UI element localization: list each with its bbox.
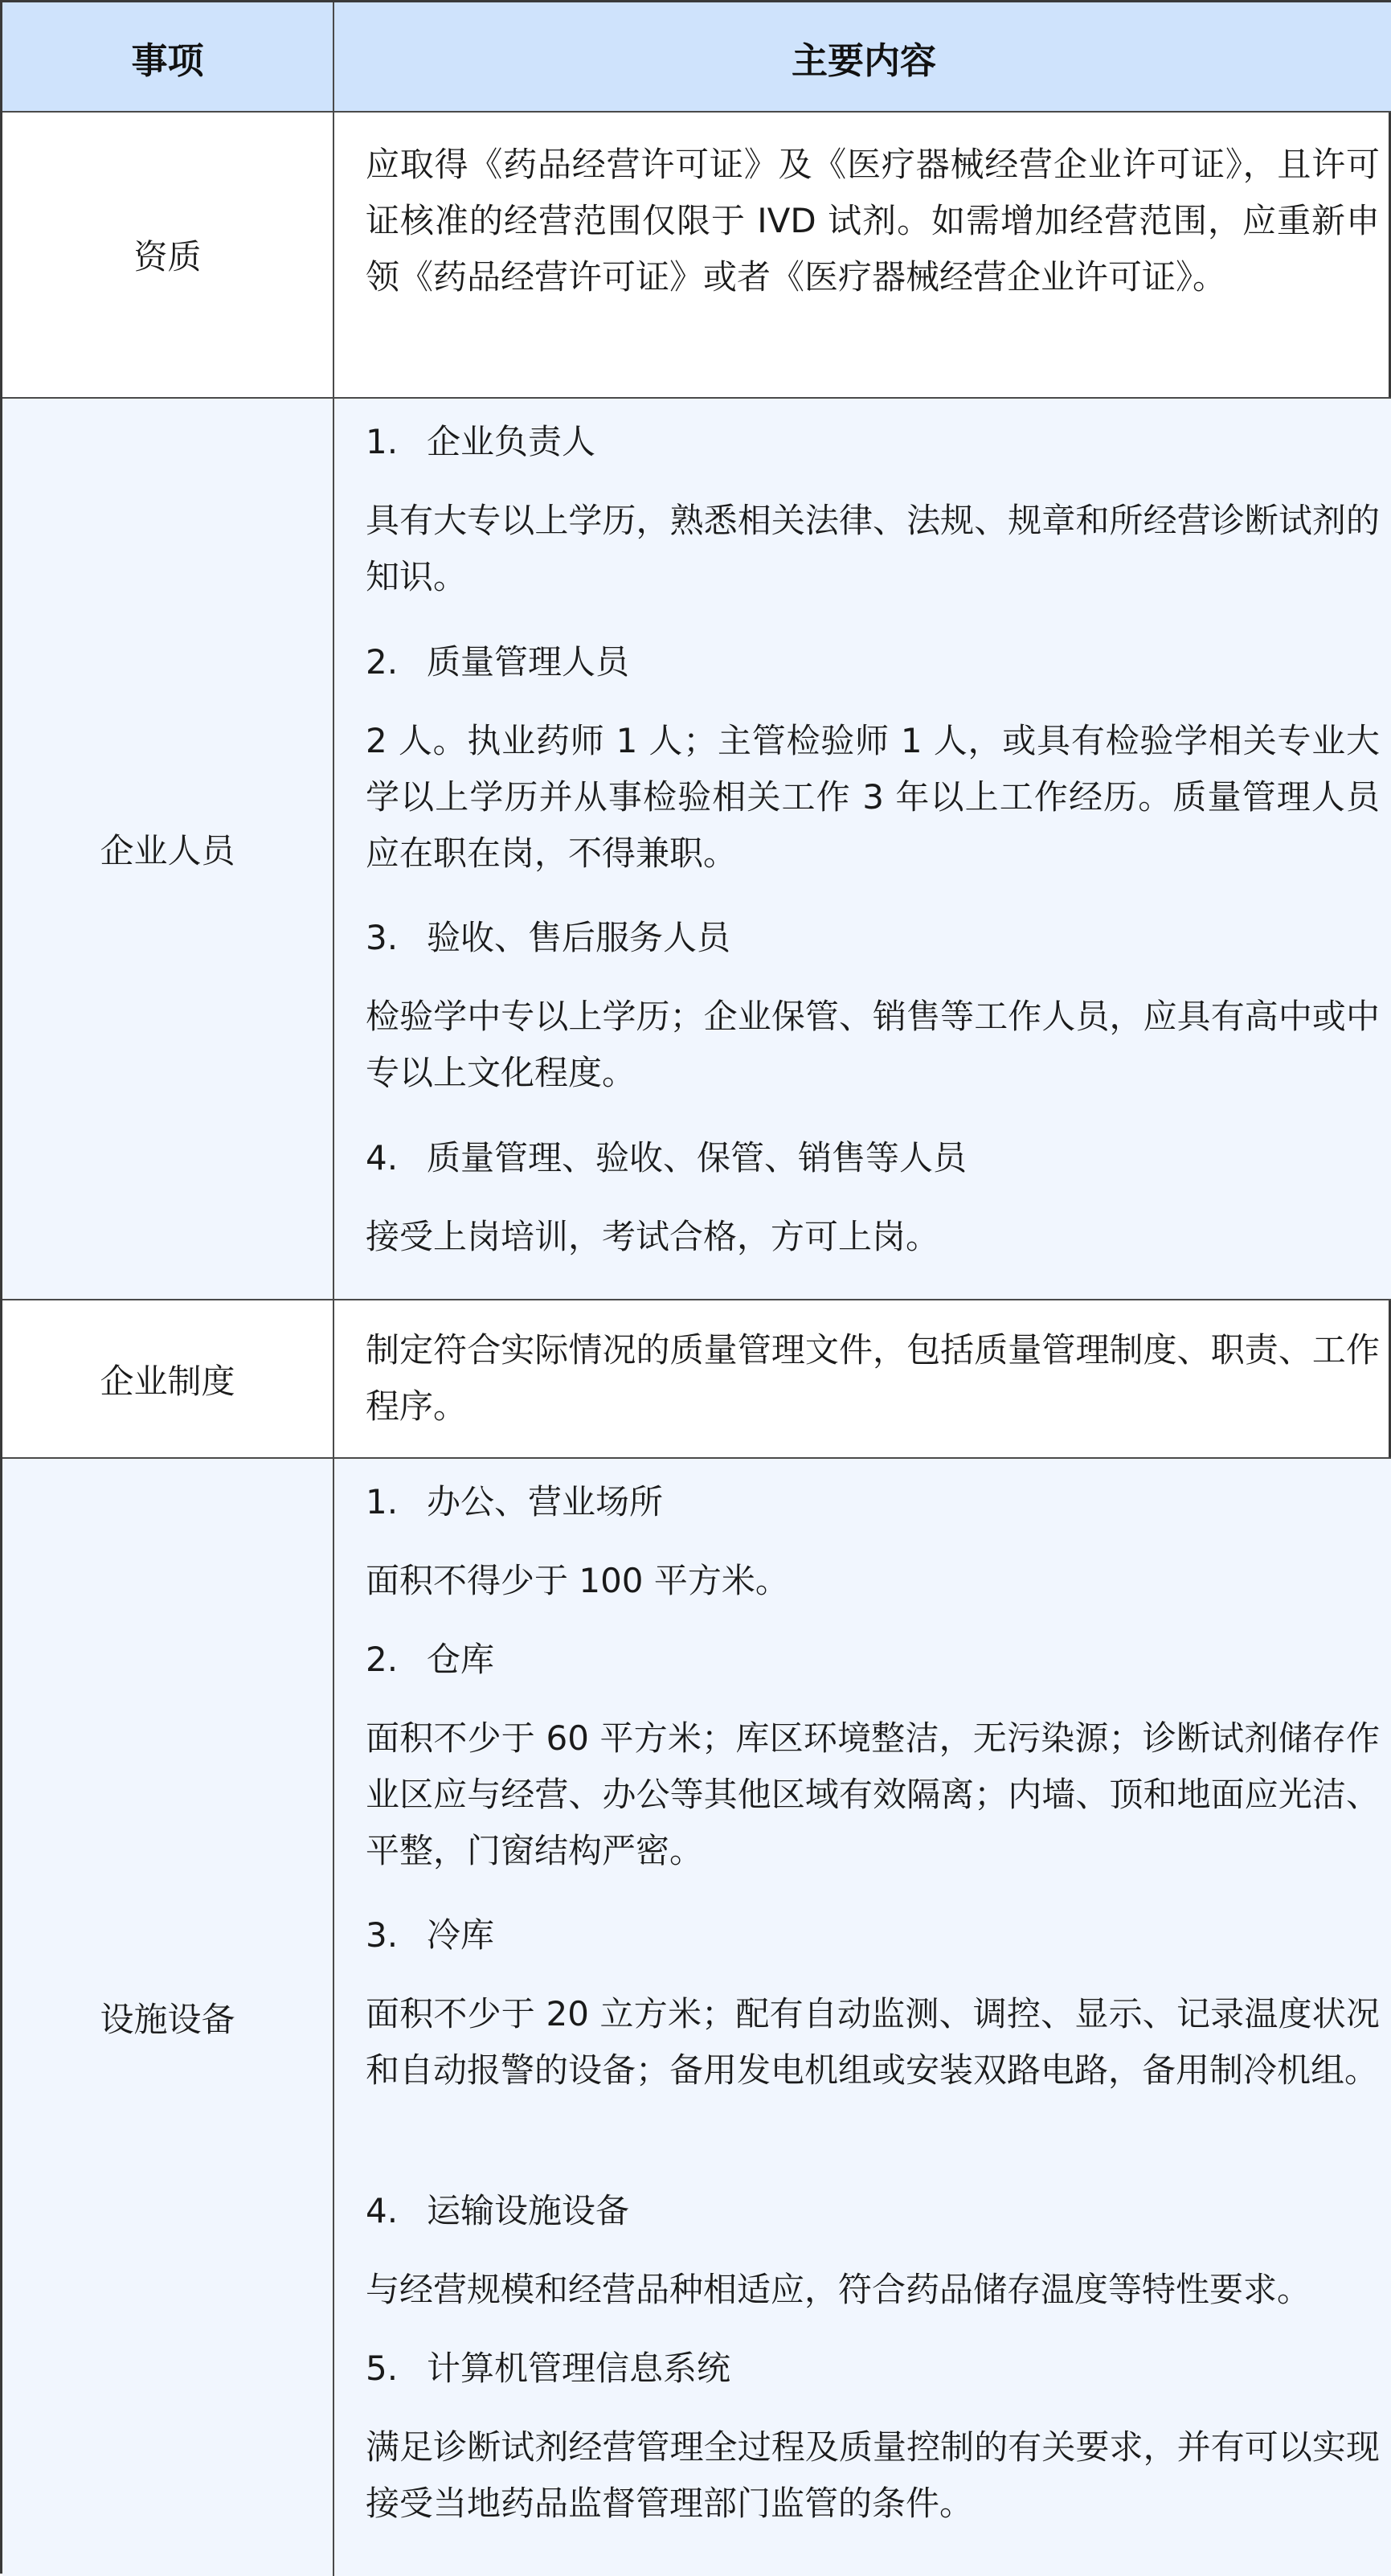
row-content-qualification: [366, 112, 1380, 398]
row-divider: [2, 397, 1391, 399]
list-item-title: 4. 运输设施设备: [366, 2191, 630, 2230]
row-label-facilities: 设施设备: [100, 1999, 235, 2039]
qualification-text: 应取得《药品经营许可证》及《医疗器械经营企业许可证》，且许可证核准的经营范围仅限于 IVD 试剂。如需增加经营范围，应重新申领《药品经营许可证》或者《医疗器械经营企业许可证》。: [366, 145, 1380, 297]
list-item-title: 1. 办公、营业场所: [366, 1482, 664, 1521]
list-item-title: 2. 仓库: [366, 1640, 495, 1679]
row-label-personnel: 企业人员: [100, 831, 235, 870]
list-item-text: 检验学中专以上学历；企业保管、销售等工作人员，应具有高中或中专以上文化程度。: [366, 997, 1380, 1092]
list-item-text: 与经营规模和经营品种相适应，符合药品储存温度等特性要求。: [366, 2270, 1311, 2309]
column-header-content: 主要内容: [791, 39, 936, 82]
list-item-title: 1. 企业负责人: [366, 422, 596, 461]
list-item-text: 面积不少于 20 立方米；配有自动监测、调控、显示、记录温度状况和自动报警的设备；备用发电机组或安装双路电路，备用制冷机组。: [366, 1994, 1380, 2090]
list-item-text: 面积不得少于 100 平方米。: [366, 1561, 789, 1600]
column-header-item: 事项: [131, 39, 204, 82]
column-divider: [333, 2, 334, 2576]
row-content-policies: [366, 1300, 1380, 1458]
list-item-title: 2. 质量管理人员: [366, 642, 630, 682]
list-item-text: 满足诊断试剂经营管理全过程及质量控制的有关要求，并有可以实现接受当地药品监督管理部门监管的条件。: [366, 2427, 1380, 2523]
row-label-qualification: 资质: [133, 237, 202, 276]
list-item-text: 具有大专以上学历，熟悉相关法律、法规、规章和所经营诊断试剂的知识。: [366, 501, 1380, 596]
row-divider: [2, 1299, 1391, 1300]
policies-text: 制定符合实际情况的质量管理文件，包括质量管理制度、职责、工作程序。: [366, 1330, 1380, 1426]
list-item-title: 3. 冷库: [366, 1915, 495, 1955]
list-item-title: 3. 验收、售后服务人员: [366, 918, 731, 957]
row-label-policies: 企业制度: [100, 1361, 235, 1401]
list-item-title: 4. 质量管理、验收、保管、销售等人员: [366, 1138, 968, 1177]
list-item-title: 5. 计算机管理信息系统: [366, 2349, 731, 2388]
list-item-text: 面积不少于 60 平方米；库区环境整洁，无污染源；诊断试剂储存作业区应与经营、办公等其他区域有效隔离；内墙、顶和地面应光洁、平整，门窗结构严密。: [366, 1718, 1380, 1870]
list-item-text: 接受上岗培训，考试合格，方可上岗。: [366, 1217, 940, 1256]
row-divider: [2, 1457, 1391, 1459]
list-item-text: 2 人。执业药师 1 人；主管检验师 1 人，或具有检验学相关专业大学以上学历并从事检验相关工作 3 年以上工作经历。质量管理人员应在职在岗，不得兼职。: [366, 721, 1380, 873]
row-divider: [2, 111, 1391, 113]
row-content-personnel: [366, 398, 1380, 1300]
row-content-facilities: [366, 1458, 1380, 2576]
